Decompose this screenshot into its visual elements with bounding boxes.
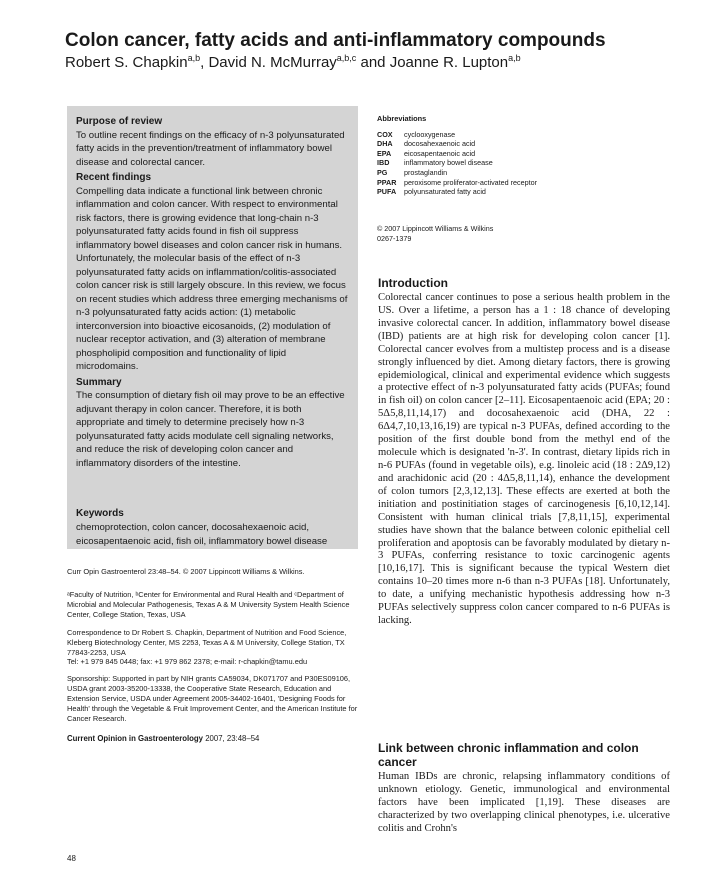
abstract-box	[67, 106, 358, 549]
abbreviation-key: PG	[377, 167, 388, 177]
abbreviations-heading: Abbreviations	[377, 114, 427, 123]
affiliation-mark: a,b	[508, 53, 521, 63]
introduction-heading: Introduction	[378, 276, 448, 290]
abbreviation-key: PUFA	[377, 187, 397, 197]
article-title: Colon cancer, fatty acids and anti-inflammatory compounds	[65, 30, 606, 51]
citation-line: Curr Opin Gastroenterol 23:48–54. © 2007 Lippincott Williams & Wilkins.	[67, 567, 305, 576]
author-name: Joanne R. Lupton	[389, 54, 509, 71]
sponsorship: Sponsorship: Supported in part by NIH grants CA59034, DK071707 and P30ES09106, USDA grant 2003-35200-13338, the Cooperative State Research, Education and Extension Service, USDA under Agreement 2005-34402-16401, 'Designing Foods for Health' through the Vegetable & Fruit Improvement Center, and the American Institute for Cancer Research.	[67, 674, 358, 723]
abbreviation-value: inflammatory bowel disease	[404, 158, 493, 168]
copyright-line: © 2007 Lippincott Williams & Wilkins	[377, 224, 494, 233]
affiliations: ᵃFaculty of Nutrition, ᵇCenter for Environmental and Rural Health and ᶜDepartment of Microbial and Molecular Pathogenesis, Texas A & M University System Health Science Center, College Station, Texas, USA	[67, 590, 350, 619]
correspondence: Correspondence to Dr Robert S. Chapkin, Department of Nutrition and Food Science, Kleberg Biotechnology Center, MS 2253, Texas A & M University, College Station, TX 77843-2253, USA	[67, 628, 347, 657]
introduction-text: Colorectal cancer continues to pose a serious health problem in the US. Over a lifetime, a person has a 1 : 18 chance of developing invasive colorectal cancer. In addition, inflammatory bowel disease (IBD) patients are at high risk for developing colon cancer [1]. Colorectal cancer evolves from a multistep process and is a disease strongly influenced by diet. Among dietary factors, there is growing epidemiological, clinical and experimental evidence which suggests a protective effect of n-3 polyunsaturated fatty acids (PUFAs; found in fish oil) on colon cancer [2–11]. Eicosapentaenoic acid (EPA; 20 : 5Δ5,8,11,14,17) and docosahexaenoic acid (DHA, 22 : 6Δ4,7,10,13,16,19) are typical n-3 PUFAs, defined according to the position of the first double bond from the methyl end of the molecule which is designated 'n-3'. In contrast, dietary lipids rich in n-6 PUFAs (found in vegetable oils), e.g. linoleic acid (18 : 2Δ9,12) and arachidonic acid (20 : 4Δ5,8,11,14), enhance the development of colon tumors [2,3,12,13]. These effects are exerted at both the initiation and postinitiation stages of carcinogenesis [6,10,12,14]. Consistent with human clinical trials [7,8,11,15], experimental studies have shown that the balance between colonic epithelial cell proliferation and apoptosis can be favorably modulated by dietary n-3 PUFAs, conferring resistance to toxic carcinogenic agents [10,16,17]. This is significant because the typical Western diet contains 10–20 times more n-6 than n-3 PUFAs [18]. Unfortunately, to date, a unifying mechanistic hypothesis addressing how n-3 PUFAs selectively suppress colon cancer compared to n-6 PUFAs is lacking.	[378, 292, 670, 627]
abbreviation-value: peroxisome proliferator-activated receptor	[404, 177, 538, 187]
page-number: 48	[67, 854, 76, 863]
abbreviation-row	[377, 178, 697, 188]
abbreviation-key: EPA	[377, 148, 392, 158]
abbreviation-row	[377, 130, 697, 140]
affiliation-mark: a,b,c	[336, 53, 357, 63]
abbreviation-value: prostaglandin	[404, 167, 448, 177]
purpose-heading: Purpose of review	[76, 116, 163, 127]
findings-text: Compelling data indicate a functional link between chronic inflammation and colon cancer. With respect to environmental risk factors, there is growing evidence that long-chain n-3 polyunsaturated fatty acids found in fish oil suppress inflammatory bowel diseases and colon cancer risk in humans. Unfortunately, the molecular basis of the effect of n-3 polyunsaturated fatty acids on inflammation/colitis-associated colon cancer risk is still largely obscure. In this review, we focus on recent studies which address three emerging mechanisms of n-3 polyunsaturated fatty acids action: (1) metabolic interconversion into bioactive eicosanoids, (2) modulation of nuclear receptor activation, and (3) alteration of membrane phospholipid composition and functionality of lipid microdomains.	[76, 185, 348, 372]
journal-name: Current Opinion in Gastroenterology	[67, 734, 204, 743]
separator: and	[356, 54, 390, 71]
summary-heading: Summary	[76, 376, 122, 388]
abbreviation-row	[377, 187, 697, 197]
abbreviation-row	[377, 168, 697, 178]
findings-heading: Recent findings	[76, 172, 152, 183]
section-text: Human IBDs are chronic, relapsing inflammatory conditions of unknown etiology. Genetic, immunological and environmental factors have been implicated [1,19]. These diseases are characterized by two overlapping clinical phenotypes, i.e. ulcerative colitis and Crohn's	[378, 771, 670, 834]
keywords-heading: Keywords	[76, 508, 124, 519]
issn: 0267-1379	[377, 233, 412, 243]
author-list	[65, 53, 521, 71]
abbreviation-value: polyunsaturated fatty acid	[404, 187, 486, 197]
author-name: David N. McMurray	[208, 54, 337, 71]
abbreviations-block	[377, 114, 697, 197]
copyright-block	[377, 224, 493, 243]
contact-info: Tel: +1 979 845 0448; fax: +1 979 862 2378; e-mail: r-chapkin@tamu.edu	[67, 657, 308, 666]
author-name: Robert S. Chapkin	[65, 54, 188, 71]
keywords-text: chemoprotection, colon cancer, docosahexaenoic acid, eicosapentaenoic acid, fish oil, inflammatory bowel disease	[76, 522, 328, 547]
separator: ,	[200, 54, 209, 71]
summary-text: The consumption of dietary fish oil may prove to be an effective adjuvant therapy in colon cancer. Therefore, it is both appropriate and timely to determine precisely how n-3 polyunsaturated fatty acids modulate cell signaling networks, and reduce the risk of developing colon cancer and inflammatory disorders of the intestine.	[76, 390, 345, 469]
abbreviation-key: IBD	[377, 158, 390, 168]
journal-reference	[67, 734, 362, 744]
abbreviation-row	[377, 158, 697, 168]
section-heading: Link between chronic inflammation and colon cancer	[378, 741, 639, 769]
abbreviation-key: DHA	[377, 139, 393, 149]
journal-volume: 2007, 23:48–54	[203, 734, 260, 743]
abbreviation-key: PPAR	[377, 177, 397, 187]
abbreviation-row	[377, 139, 697, 149]
abbreviation-value: cyclooxygenase	[404, 129, 456, 139]
abbreviation-value: eicosapentaenoic acid	[404, 148, 476, 158]
abbreviation-value: docosahexaenoic acid	[404, 139, 476, 149]
abbreviation-key: COX	[377, 129, 393, 139]
affiliation-mark: a,b	[187, 53, 201, 63]
abbreviation-row	[377, 149, 697, 159]
purpose-text: To outline recent findings on the efficacy of n-3 polyunsaturated fatty acids in the prevention/treatment of inflammatory bowel disease and colorectal cancer.	[76, 129, 345, 168]
